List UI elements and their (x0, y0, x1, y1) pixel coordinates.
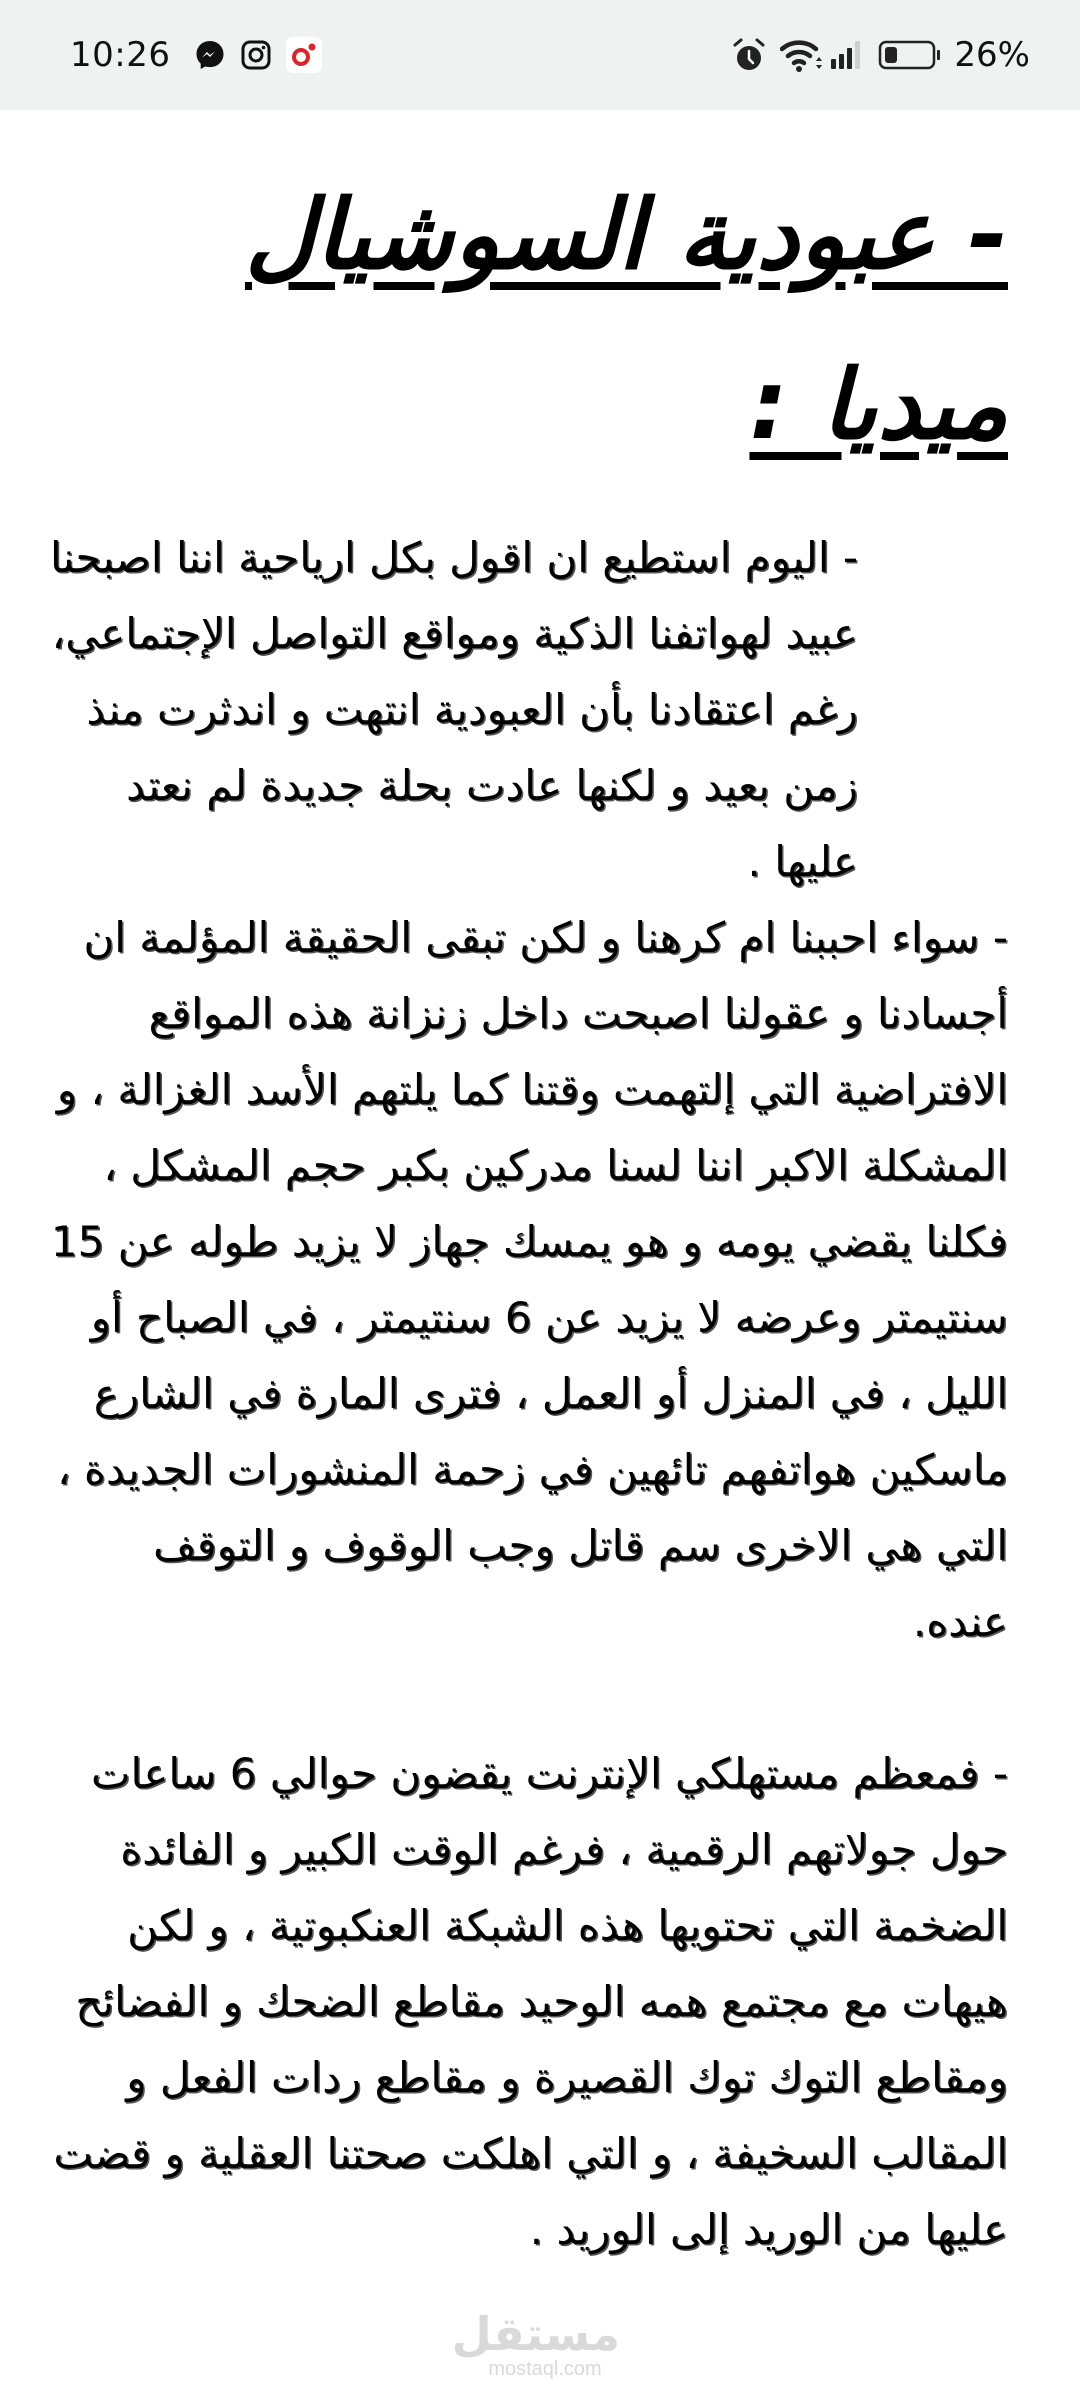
wifi-icon (780, 37, 824, 73)
red-app-icon (286, 37, 322, 73)
paragraph-3: - فمعظم مستهلكي الإنترنت يقضون حوالي 6 ساعات حول جولاتهم الرقمية ، فرغم الوقت الكبير و الفائدة الضخمة التي تحتويها هذه الشبكة العنكبوتية ، و لكن هيهات مع مجتمع همه الوحيد مقاطع الضحك و الفضائح ومقاطع التوك توك القصيرة و مقاطع ردات الفعل و المقالب السخيفة ، و التي اهلكت صحتنا العقلية و قضت عليها من الوريد إلى الوريد . (53, 1749, 1008, 2254)
watermark-arabic: مستقل (451, 2307, 620, 2361)
alarm-icon (732, 37, 766, 73)
battery-percent: 26% (954, 35, 1030, 75)
instagram-icon (240, 39, 272, 71)
document-title: - عبودية السوشيال ميديا : (244, 179, 1008, 461)
battery-icon (878, 39, 942, 71)
watermark-latin: mostaql.com (488, 2358, 602, 2380)
status-bar (0, 0, 1080, 110)
clock: 10:26 (70, 35, 171, 75)
status-bar-left (70, 35, 336, 75)
document-page (0, 110, 1080, 2400)
document-body (48, 520, 1008, 2268)
status-bar-right (732, 35, 1030, 75)
messenger-icon (194, 39, 226, 71)
signal-icon (830, 39, 864, 71)
paragraph-1: - اليوم استطيع ان اقول بكل ارياحية اننا اصبحنا عبيد لهواتفنا الذكية ومواقع التواصل الإجتماعي، رغم اعتقادنا بأن العبودية انتهت و اندثرت منذ زمن بعيد و لكنها عادت بحلة جديدة لم نعتد عليها . (50, 533, 858, 886)
watermark (451, 2307, 620, 2380)
paragraph-2: - سواء احببنا ام كرهنا و لكن تبقى الحقيقة المؤلمة ان أجسادنا و عقولنا اصبحت داخل زنزانة هذه المواقع الافتراضية التي إلتهمت وقتنا كما يلتهم الأسد الغزالة ، و المشكلة الاكبر اننا لسنا مدركين بكبر حجم المشكل ، فكلنا يقضي يومه و هو يمسك جهاز لا يزيد طوله عن 15 سنتيمتر وعرضه لا يزيد عن 6 سنتيمتر ، في الصباح أو الليل ، في المنزل أو العمل ، فترى المارة في الشارع ماسكين هواتفهم تائهين في زحمة المنشورات الجديدة ، التي هي الاخرى سم قاتل وجب الوقوف و التوقف عنده. (50, 913, 1008, 1646)
